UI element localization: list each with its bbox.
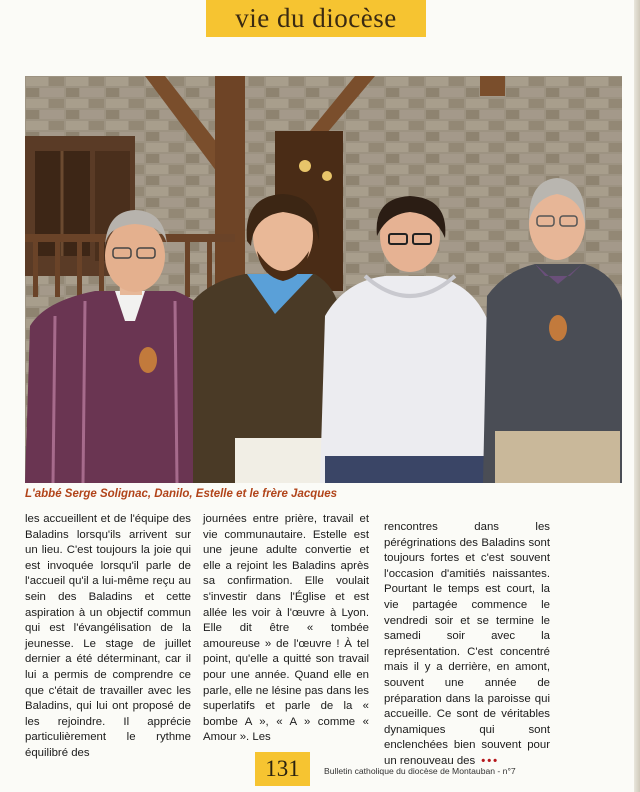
page-number: 131	[265, 756, 300, 781]
group-photo	[25, 76, 622, 483]
article-column-1-text: les accueillent et de l'équipe des Baladins lorsqu'ils arrivent sur un lieu. C'est toujours la joie qui est invoquée lorsqu'il parle de l'accueil qu'il a lui-même reçu au sein des Baladins et cette aspiration à un objectif commun qui est l'évangélisation de la jeunesse. Le stage de juillet dernier a été déterminant, car il lui a permis de comprendre ce que c'était de travailler avec les Baladins, qui lui ont proposé de les rejoindre. Il apprécie particulièrement le rythme équilibré des	[25, 513, 191, 759]
article-column-1	[25, 512, 191, 762]
section-title: vie du diocèse	[235, 3, 397, 33]
publication-footer: Bulletin catholique du diocèse de Montauban - n°7	[324, 766, 516, 776]
article-column-3	[384, 520, 550, 770]
page-number-badge	[255, 752, 310, 786]
section-header-tab	[206, 0, 426, 37]
page-edge	[634, 0, 640, 792]
article-column-2-text: journées entre prière, travail et vie communautaire. Estelle est une jeune adulte convertie et elle a rejoint les Baladins après sa confirmation. Elle voulait s'investir dans l'Église et est allée les voir à l'œuvre à Lyon. Elle dit être « tombée amoureuse » de l'œuvre ! À tel point, qu'elle a quitté son travail pour une année. Quand elle en parle, elle ne lésine pas dans les superlatifs et parle de la « bombe A », « A » comme « Amour ». Les	[203, 513, 369, 744]
article-column-3-text: rencontres dans les pérégrinations des Baladins sont toujours fortes et c'est souvent l'occasion d'amitiés naissantes. Pourtant le temps est court, la vie partagée commence le vendredi soir et se termine le samedi soir avec la représentation. C'est concentré mais il y a derrière, en amont, souvent une année de préparation dans la paroisse qui accueille. Ce sont de véritables dynamiques qui sont enclenchées bien souvent pour un renouveau des	[384, 521, 550, 767]
group-photo-illustration	[25, 76, 622, 483]
continued-marker: •••	[481, 754, 500, 767]
photo-caption: L'abbé Serge Solignac, Danilo, Estelle et le frère Jacques	[25, 488, 338, 500]
article-column-3-paragraph	[384, 520, 550, 770]
article-column-2	[203, 512, 369, 746]
